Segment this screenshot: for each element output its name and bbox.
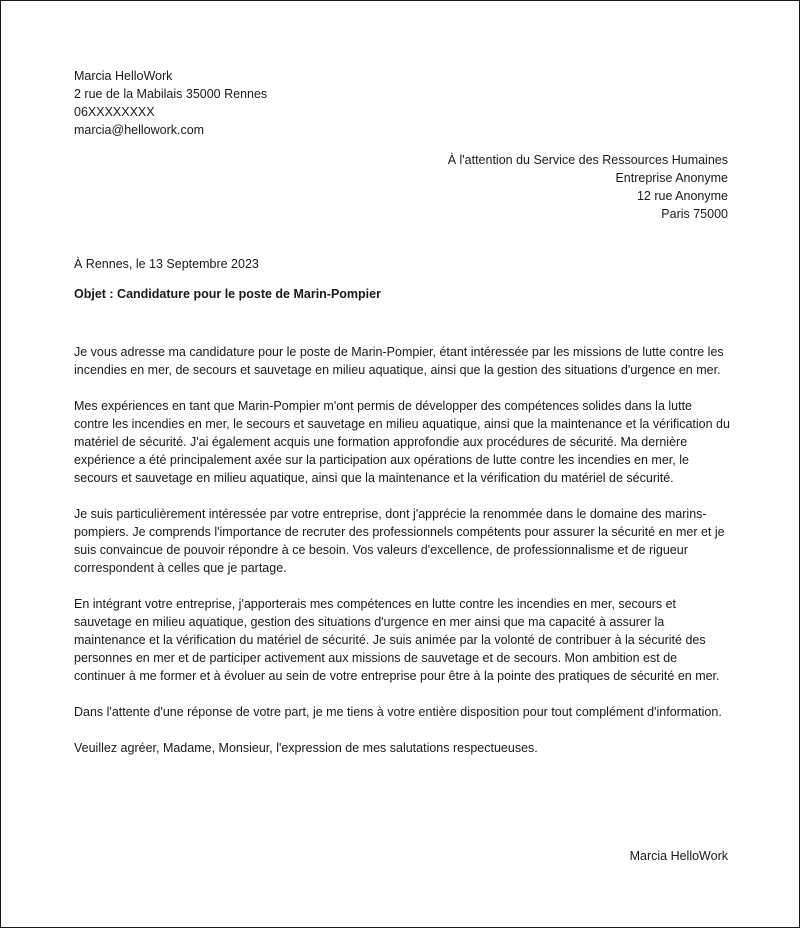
subject-line: Objet : Candidature pour le poste de Marin-Pompier <box>74 287 381 301</box>
recipient-street: 12 rue Anonyme <box>636 189 728 203</box>
recipient-block <box>448 151 728 223</box>
letter-body <box>74 343 730 775</box>
paragraph-availability: Dans l'attente d'une réponse de votre part, je me tiens à votre entière disposition pour tout complément d'information. <box>74 705 722 719</box>
sender-email: marcia@hellowork.com <box>74 123 205 137</box>
sender-phone: 06XXXXXXXX <box>74 105 155 119</box>
recipient-attention: À l'attention du Service des Ressources Humaines <box>447 153 728 167</box>
paragraph-experience: Mes expériences en tant que Marin-Pompier m'ont permis de développer des compétences solides dans la lutte contre les incendies en mer, le secours et sauvetage en milieu aquatique, ainsi que la maintenance et la vérification du matériel de sécurité. J'ai également acquis une formation approfondie aux procédures de sécurité. Ma dernière expérience a été principalement axée sur la participation aux opérations de lutte contre les incendies en mer, le secours et sauvetage en milieu aquatique, ainsi que la maintenance et la vérification du matériel de sécurité. <box>74 399 730 485</box>
recipient-company: Entreprise Anonyme <box>615 171 728 185</box>
sender-name: Marcia HelloWork <box>74 69 173 83</box>
sender-block <box>74 67 267 139</box>
paragraph-contribution: En intégrant votre entreprise, j'apporterais mes compétences en lutte contre les incendies en mer, secours et sauvetage en milieu aquatique, gestion des situations d'urgence en mer ainsi que ma capacité à assurer la maintenance et la vérification du matériel de sécurité. Je suis animée par la volonté de contribuer à la sécurité des personnes en mer et de participer activement aux missions de sauvetage et de secours. Mon ambition est de continuer à me former et à évoluer au sein de votre entreprise pour être à la pointe des pratiques de sécurité en mer. <box>74 597 720 683</box>
paragraph-company: Je suis particulièrement intéressée par votre entreprise, dont j'apprécie la renommée dans le domaine des marins-pompiers. Je comprends l'importance de recruter des professionnels compétents pour assurer la sécurité en mer et je suis convaincue de pouvoir répondre à ce besoin. Vos valeurs d'excellence, de professionnalisme et de rigueur correspondent à celles que je partage. <box>74 507 725 575</box>
date-line: À Rennes, le 13 Septembre 2023 <box>74 257 259 271</box>
paragraph-closing: Veuillez agréer, Madame, Monsieur, l'expression de mes salutations respectueuses. <box>74 741 538 755</box>
paragraph-intro: Je vous adresse ma candidature pour le poste de Marin-Pompier, étant intéressée par les missions de lutte contre les incendies en mer, de secours et sauvetage en milieu aquatique, ainsi que la gestion des situations d'urgence en mer. <box>74 345 724 377</box>
signature: Marcia HelloWork <box>629 849 728 863</box>
recipient-city: Paris 75000 <box>661 207 728 221</box>
sender-address: 2 rue de la Mabilais 35000 Rennes <box>74 87 268 101</box>
